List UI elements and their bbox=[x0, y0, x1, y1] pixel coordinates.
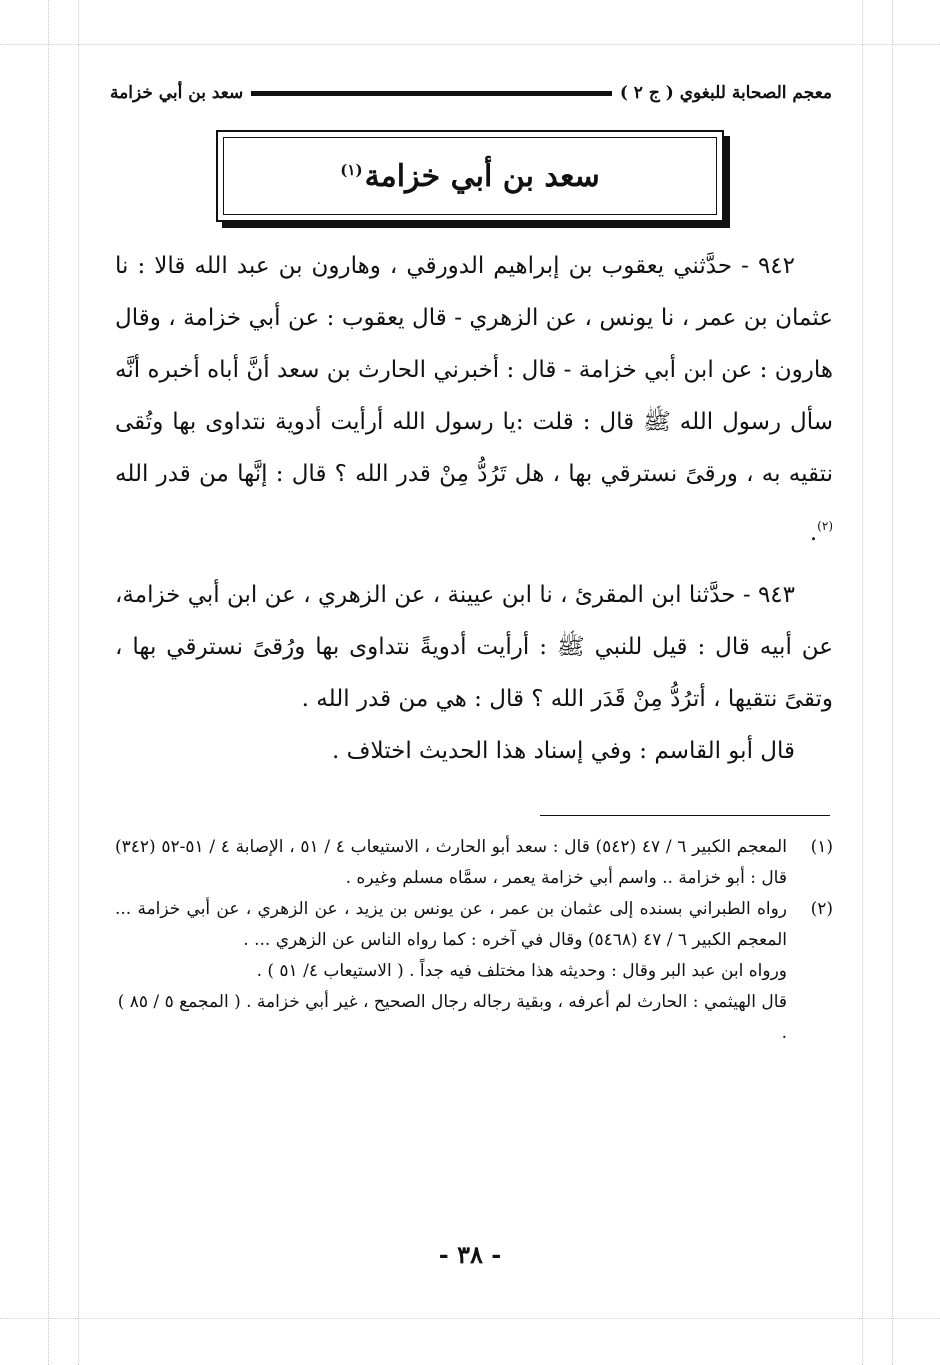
running-header bbox=[110, 78, 832, 108]
footnote-2-continuation: قال الهيثمي : الحارث لم أعرفه ، وبقية رجاله رجال الصحيح ، غير أبي خزامة . ( المجمع ٥ / ٨٥ ) . bbox=[117, 992, 787, 1043]
footnote-2 bbox=[115, 894, 833, 956]
guide-line bbox=[892, 0, 893, 1365]
author-comment-text: قال أبو القاسم : وفي إسناد هذا الحديث اختلاف . bbox=[332, 738, 795, 764]
footnote-text: رواه الطبراني بسنده إلى عثمان بن عمر ، عن يونس بن يزيد ، عن الزهري ، عن أبي خزامة ... المعجم الكبير ٦ / ٤٧ (٥٤٦٨) وقال في آخره : كما رواه الناس عن الزهري ... . bbox=[115, 899, 787, 950]
footnote-number: (١) bbox=[810, 837, 833, 857]
author-comment-paragraph bbox=[115, 725, 833, 777]
footnote-ref-2: (٢) bbox=[817, 519, 833, 533]
footnote-text: المعجم الكبير ٦ / ٤٧ (٥٤٢) قال : سعد أبو الحارث ، الاستيعاب ٤ / ٥١ ، الإصابة ٤ / ٥١-٥٢ (٣٤٢) قال : أبو خزامة .. واسم أبي خزامة يعمر ، سمَّاه مسلم وغيره . bbox=[115, 837, 787, 888]
entry-title-box bbox=[216, 130, 724, 222]
header-rule bbox=[251, 91, 612, 96]
guide-line bbox=[862, 0, 863, 1365]
footnotes bbox=[115, 832, 833, 1049]
footnote-1 bbox=[115, 832, 833, 894]
header-book-title: معجم الصحابة للبغوي ( ج ٢ ) bbox=[619, 83, 832, 103]
header-entry-name: سعد بن أبي خزامة bbox=[110, 83, 244, 103]
hadith-943-text: ٩٤٣ - حدَّثنا ابن المقرئ ، نا ابن عيينة ، عن الزهري ، عن ابن أبي خزامة، عن أبيه قال : قيل للنبي ﷺ : أرأيت أدويةً نتداوى بها ورُقىً نسترقي بها ، وتقىً نتقيها ، أترُدُّ مِنْ قَدَر الله ؟ قال : هي من قدر الله . bbox=[115, 582, 833, 712]
hadith-942-text: ٩٤٢ - حدَّثني يعقوب بن إبراهيم الدورقي ، وهارون بن عبد الله قالا : نا عثمان بن عمر ، نا يونس ، عن الزهري - قال يعقوب : عن أبي خزامة ، وقال هارون : عن ابن أبي خزامة - قال : أخبرني الحارث بن سعد أنَّ أباه أخبره أنَّه سأل رسول الله ﷺ قال : قلت :يا رسول الله أرأيت أدوية نتداوى بها وتُقى نتقيه به ، ورقىً نسترقي بها ، هل تَرُدُّ مِنْ قدر الله ؟ قال : إنَّها من قدر الله bbox=[115, 253, 833, 487]
guide-line bbox=[48, 0, 49, 1365]
footnote-ref-1: (١) bbox=[340, 160, 363, 179]
hadith-paragraph bbox=[115, 569, 833, 725]
page-number: - ٣٨ - bbox=[438, 1240, 502, 1269]
hadith-942-end: . bbox=[809, 520, 818, 546]
guide-line bbox=[0, 44, 940, 45]
footnote-separator bbox=[540, 815, 830, 816]
entry-title-text: سعد بن أبي خزامة bbox=[364, 158, 600, 194]
guide-line bbox=[78, 0, 79, 1365]
footnote-number: (٢) bbox=[810, 899, 833, 919]
hadith-paragraph bbox=[115, 240, 833, 559]
main-text bbox=[115, 240, 833, 777]
guide-line bbox=[0, 1318, 940, 1319]
footnote-2-continuation: ورواه ابن عبد البر وقال : وحديثه هذا مختلف فيه جداً . ( الاستيعاب ٤/ ٥١ ) . bbox=[256, 961, 787, 981]
entry-title bbox=[340, 159, 599, 194]
